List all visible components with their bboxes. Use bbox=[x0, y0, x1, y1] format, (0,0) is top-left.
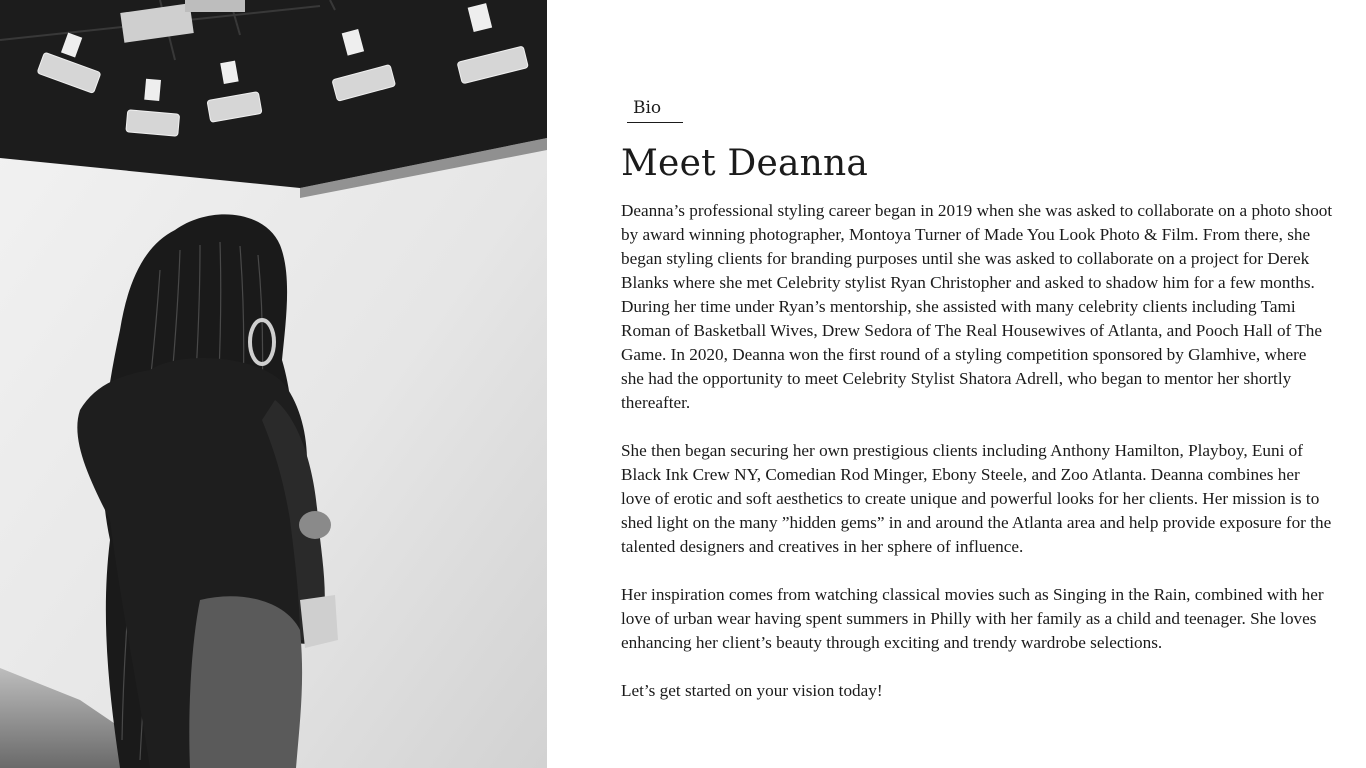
bio-text bbox=[621, 199, 1333, 727]
bio-photo bbox=[0, 0, 547, 768]
bio-paragraph-4: Let’s get started on your vision today! bbox=[621, 681, 883, 700]
section-label: Bio bbox=[627, 98, 683, 123]
studio-photo-illustration bbox=[0, 0, 547, 768]
page-title: Meet Deanna bbox=[621, 143, 869, 184]
bio-paragraph-1: Deanna’s professional styling career began in 2019 when she was asked to collaborate on a photo shoot by award winning photographer, Montoya Turner of Made You Look Photo & Film. From there, she began styling clients for branding purposes until she was asked to collaborate on a project for Derek Blanks where she met Celebrity stylist Ryan Christopher and asked to shadow him for a few months. During her time under Ryan’s mentorship, she assisted with many celebrity clients including Tami Roman of Basketball Wives, Drew Sedora of The Real Housewives of Atlanta, and Pooch Hall of The Game. In 2020, Deanna won the first round of a styling competition sponsored by Glamhive, where she had the opportunity to meet Celebrity Stylist Shatora Adrell, who began to mentor her shortly thereafter. bbox=[621, 201, 1333, 412]
bio-paragraph-3: Her inspiration comes from watching classical movies such as Singing in the Rain, combined with her love of urban wear having spent summers in Philly with her family as a child and teenager. She loves enhancing her client’s beauty through exciting and trendy wardrobe selections. bbox=[621, 585, 1324, 652]
bio-paragraph-2: She then began securing her own prestigious clients including Anthony Hamilton, Playboy, Euni of Black Ink Crew NY, Comedian Rod Minger, Ebony Steele, and Zoo Atlanta. Deanna combines her love of erotic and soft aesthetics to create unique and powerful looks for her clients. Her mission is to shed light on the many ”hidden gems” in and around the Atlanta area and help provide exposure for the talented designers and creatives in her sphere of influence. bbox=[621, 441, 1332, 556]
bio-content bbox=[621, 0, 1333, 768]
